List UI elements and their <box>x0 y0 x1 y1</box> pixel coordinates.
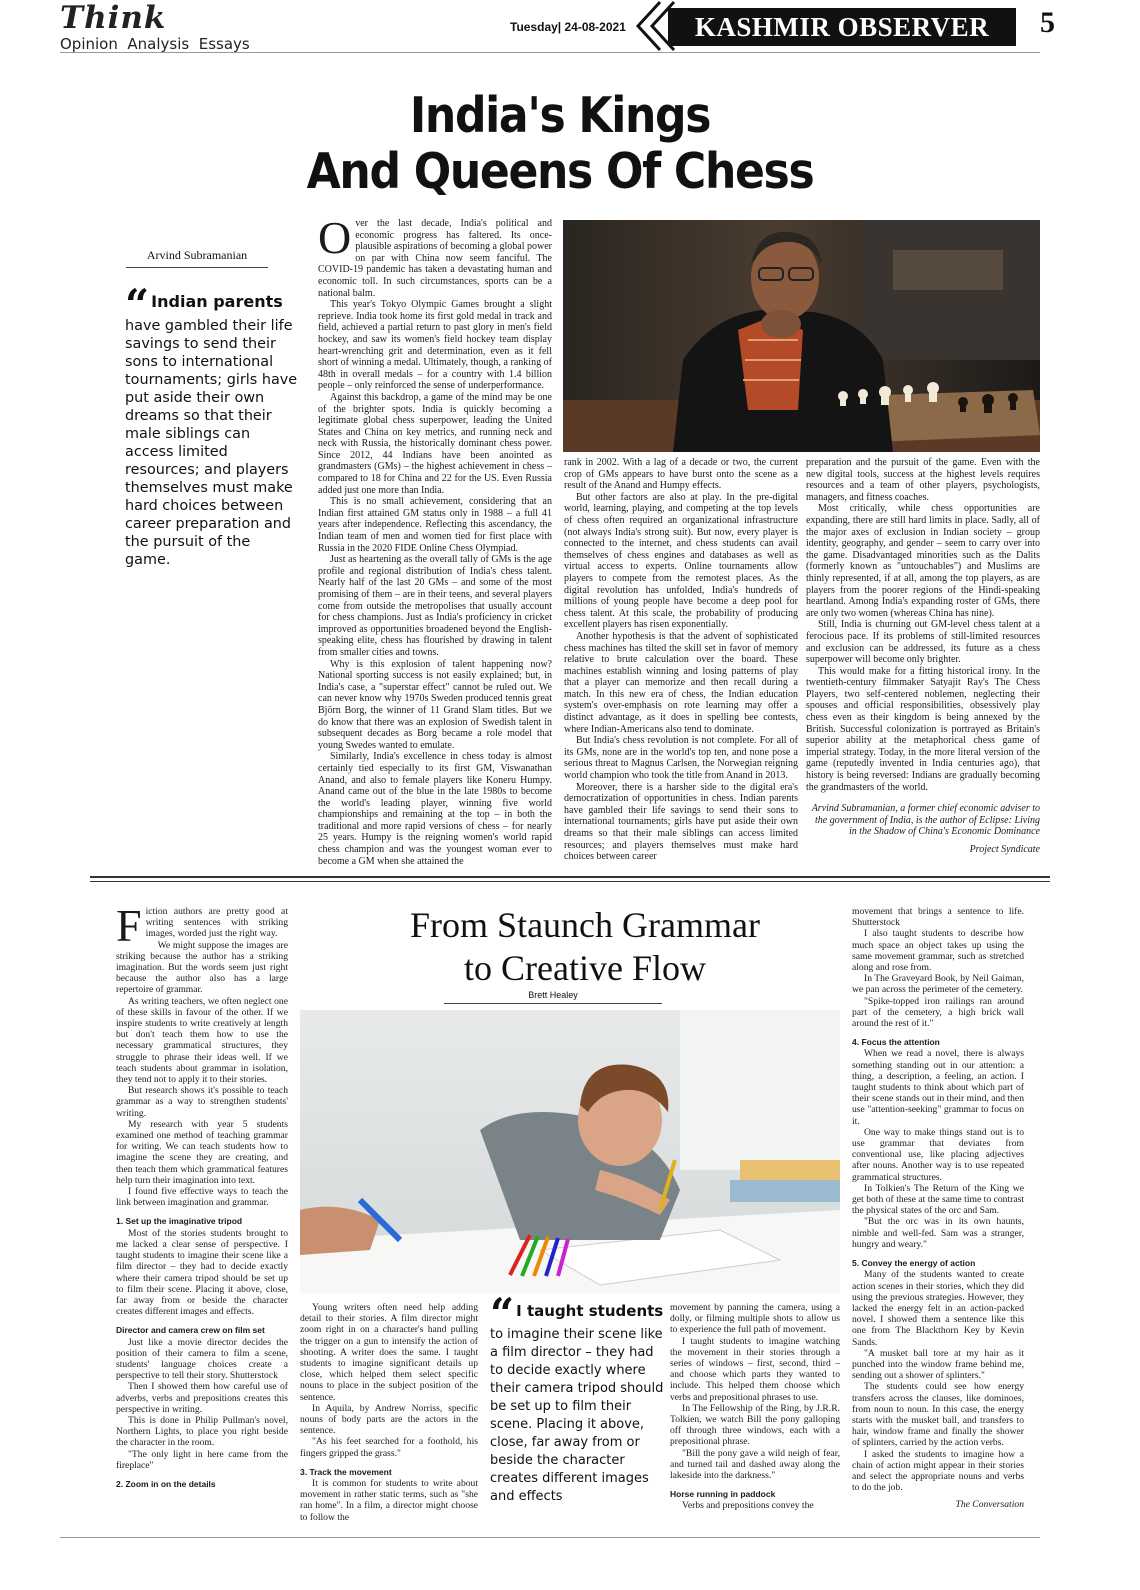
paragraph: We might suppose the images are striking because the author has a striking imagination. But the words seem just right because the author also has a large repertoire of grammar. <box>116 939 288 996</box>
footer-rule <box>60 1537 1040 1538</box>
paragraph: This is no small achievement, considering that an Indian first attained GM status only in 1988 – a full 41 years after independence. Reflecting this ascendancy, the Indian team of men and women tied for first place with Russia in the 2020 FIDE Online Chess Olympiad. <box>318 496 552 554</box>
paragraph: Most of the stories students brought to me lacked a clear sense of perspective. I taught students to imagine their scene like a film director – they had to decide exactly where their camera tripod should be set up to film their scene. Placing it above, close, far away from or beside the character creates different images and effects. <box>116 1227 288 1318</box>
quote-mark-icon: “ <box>490 1289 515 1338</box>
dropcap: F <box>116 906 142 951</box>
paragraph: It is common for students to write about movement in rather static terms, such as "she ran home". In a film, a director might choose to follow the <box>300 1478 478 1523</box>
paragraph: Another hypothesis is that the advent of sophisticated chess machines has tilted the skill set in favor of memory relative to brute calculation over the board. These machines establish winning and losing patterns of play that a player can memorize and then recall during a match. In this new era of chess, the Indian education system's over-emphasis on rote learning may offer a distinct advantage, as it does in spelling bee contests, where Indian-Americans also tend to dominate. <box>564 630 798 735</box>
story2-headline: From Staunch Grammar to Creative Flow <box>410 905 760 988</box>
dropcap: O <box>318 218 352 263</box>
section-divider <box>90 876 1050 878</box>
paragraph: Young writers often need help adding detail to their stories. A film director might zoom right in on a character's hand pulling the trigger on a gun to intensify the action of shooting. A writer does the same. I taught students to imagine significant details up close, which helped them select specific nouns to place in the subject position of the sentence. <box>300 1302 478 1403</box>
story1-column-2 <box>564 457 798 867</box>
paragraph: In Tolkien's The Return of the King we get both of these at the same time to contrast the physical states of the orc and Sam. <box>852 1182 1024 1217</box>
paragraph: Verbs and prepositions convey the <box>682 1500 814 1512</box>
paragraph: As writing teachers, we often neglect one of these skills in favour of the other. If we inspire students to write creatively at length but don't teach them how to use the necessary grammatical structures, they struggle to phrase their ideas well. If we teach students about grammar in isolation, they tend not to apply it to their stories. <box>116 995 288 1086</box>
paragraph: "As his feet searched for a foothold, his fingers gripped the grass." <box>300 1436 478 1459</box>
subheading: 3. Track the movement <box>300 1466 392 1477</box>
paragraph: But research shows it's possible to teach grammar as a way to strengthen students' writing. <box>116 1085 288 1119</box>
paragraph: movement that brings a sentence to life. Shutterstock <box>852 906 1024 929</box>
paragraph: "A musket ball tore at my hair as it punched into the window frame behind me, sending out a shower of splinters." <box>852 1347 1024 1382</box>
story2-byline: Brett Healey <box>444 990 662 1004</box>
page-number: 5 <box>1040 6 1055 39</box>
paragraph: Most critically, while chess opportunities are expanding, there are still hard limits in place. Sadly, all of the major axes of exclusion in Indian society – group identity, geography, and gender – seem to carry over into the game. Disadvantaged minorities such as the Dalits (formerly known as "untouchables") and Muslims are thinly represented, if at all, among the top players, as are players from the poorer regions of the Hindi-speaking heartland. Among India's expanding roster of GMs, there are only two women (whereas China has nine). <box>806 503 1040 619</box>
paragraph: "Spike-topped iron railings ran around part of the cemetery, a high brick wall around the rest of it." <box>852 995 1024 1030</box>
paragraph: Then I showed them how careful use of adverbs, verbs and prepositions creates this perspective in writing. <box>116 1381 288 1415</box>
paragraph: This is done in Philip Pullman's novel, Northern Lights, to place you right beside the character in the room. <box>116 1414 288 1449</box>
paragraph: One way to make things stand out is to use grammar that deviates from conventional use, like placing adjectives after nouns. Another way is to use repeated grammatical structures. <box>852 1126 1024 1183</box>
story1-headline: India's Kings And Queens Of Chess <box>306 87 814 200</box>
paragraph: Still, India is churning out GM-level chess talent at a ferocious pace. If its problems of still-limited resources and exclusion can be addressed, its future as a chess superpower will become only brighter. <box>806 619 1040 666</box>
section-title: Think <box>60 0 167 36</box>
story1-column-1 <box>318 218 552 866</box>
paragraph: Similarly, India's excellence in chess today is almost certainly tied especially to its first GM, Viswanathan Anand, and also to female players like Koneru Humpy. Anand came out of the blue in the late 1980s to become the world's leading player, winning five world championships and remaining at the top – in both the traditional and more rapid versions of chess – for nearly 25 years. Humpy is the reigning women's world rapid chess champion and was the youngest woman ever to become a GM when she attained the <box>318 751 552 866</box>
chess-player-image <box>563 220 1040 452</box>
section-divider-thin <box>90 881 1050 882</box>
paragraph: This year's Tokyo Olympic Games brought a slight reprieve. India took home its first gold medal in track and field, achieved a partial return to past glory in men's field hockey, and saw its women's field hockey team display heart-wrenching grit and determination, even as it fell short of winning a medal. Ultimately, though, a ranking of 48th in overall medals – for a country with 1.4 billion people – only reinforced the sense of underperformance. <box>318 299 552 392</box>
story2-column-c <box>670 1302 840 1534</box>
paragraph: Why is this explosion of talent happening now? National sporting success is not easily explained; but, in India's case, a "superstar effect" cannot be ruled out. We can never know why 1970s Sweden produced tennis great Björn Borg, the winner of 11 Grand Slam titles. But we do know that there was an explosion of Swedish talent in subsequent decades as Borg became a role model that young Swedes wanted to emulate. <box>318 658 552 751</box>
paragraph: In The Graveyard Book, by Neil Gaiman, we pan across the perimeter of the cemetery. <box>852 973 1024 996</box>
paragraph: preparation and the pursuit of the game. Even with the new digital tools, success at the highest levels requires resources and a team of other players, psychologists, managers, and fitness coaches. <box>806 457 1040 503</box>
story2-photo-boy-writing <box>300 1010 840 1293</box>
paragraph: I also taught students to describe how much space an object takes up using the same movement grammar, such as stretched along and rose from. <box>852 928 1024 974</box>
paragraph: This would make for a fitting historical irony. In the twentieth-century filmmaker Satyajit Ray's The Chess Players, two self-centered noblemen, neglecting their spouses and official responsibilities, obsessively play chess even as their kingdom is being annexed by the British. Successful colonization is portrayed as Britain's superior ability at the metaphorical chess game of imperial strategy. Today, in the more literal version of the game (reputedly invented in India centuries ago), that history is being reversed: Indians are gradually becoming the grandmasters of the world. <box>806 665 1040 793</box>
story1-photo-chess-player <box>563 220 1040 452</box>
issue-date: Tuesday| 24-08-2021 <box>510 20 626 34</box>
subheading: 2. Zoom in on the details <box>116 1478 216 1489</box>
image-caption: Director and camera crew on film set <box>116 1325 265 1336</box>
masthead-rule <box>60 52 1040 53</box>
paragraph: Just as heartening as the overall tally of GMs is the age profile and regional distribution of India's chess talent. Nearly half of the last 20 GMs – and some of the most promising of them – are in their teens, and several players come from outside the metropolises that usually account for chess champions. Just as India's proficiency in cricket improved as opportunities broadened beyond the English-speaking elite, chess has flourished by drawing in talent from smaller cities and towns. <box>318 554 552 658</box>
paragraph: I taught students to imagine watching the movement in their stories through a series of windows – first, second, third – and choose which parts they wanted to include. This helped them choose which verbs and prepositional phrases to use. <box>670 1335 840 1403</box>
story1-pullquote: “ Indian parents have gambled their life savings to send their sons to international tournaments; girls have put aside their own dreams so that their male siblings can access limited resources; and players themselves must make hard choices between career preparation and the pursuit of the game. <box>125 280 298 568</box>
paragraph: But India's chess revolution is not complete. For all of its GMs, none are in the world's top ten, and none pose a serious threat to Magnus Carlsen, the Norwegian reigning world champion who took the title from Anand in 2013. <box>564 735 798 782</box>
paragraph: My research with year 5 students examined one method of teaching grammar for writing. We can teach students how to imagine the scene they are creating, and then teach them which grammatical features help turn their imagination into text. <box>116 1118 288 1186</box>
paragraph: "But the orc was in its own haunts, nimble and well-fed. Sam was a stranger, hungry and weary." <box>852 1216 1024 1250</box>
paragraph: I asked the students to imagine how a chain of action might appear in their stories and select the appropriate nouns and verbs to do the job. <box>852 1448 1024 1494</box>
story1-column-3 <box>806 457 1040 867</box>
paragraph: rank in 2002. With a lag of a decade or two, the current crop of GMs appears to have burst onto the scene as a result of the Anand and Humpy effects. <box>564 457 798 492</box>
paragraph: movement by panning the camera, using a dolly, or filming multiple shots to allow us to experience the full path of movement. <box>670 1302 840 1336</box>
subheading: 5. Convey the energy of action <box>852 1258 976 1269</box>
paragraph: "The only light in here came from the fireplace" <box>116 1448 288 1471</box>
paragraph: "Bill the pony gave a wild neigh of fear, and turned tail and dashed away along the lakeside into the darkness." <box>670 1447 840 1482</box>
paragraph: Just like a movie director decides the position of their camera to film a scene, students' language choices create a perspective to tell their story. Shutterstock <box>116 1336 288 1382</box>
boy-writing-image <box>300 1010 840 1293</box>
story2-column-a <box>116 906 288 1534</box>
image-caption: Horse running in paddock <box>670 1489 776 1500</box>
newspaper-name: KASHMIR OBSERVER <box>668 8 1016 46</box>
section-masthead <box>60 0 250 52</box>
story1-byline: Arvind Subramanian <box>126 248 268 268</box>
paragraph: Moreover, there is a harsher side to the digital era's democratization of opportunities in chess. Indian parents have gambled their life savings to send their sons to international tournaments; girls have put aside their own dreams so that their male siblings can access limited resources; and players themselves must make hard choices between career <box>564 781 798 863</box>
author-note: Arvind Subramanian, a former chief economic adviser to the government of India, is the author of Eclipse: Living in the Shadow of China's Economic Dominance <box>811 803 1040 838</box>
paragraph: In Aquila, by Andrew Norriss, specific nouns of body parts are the actors in the sentence. <box>300 1402 478 1437</box>
paragraph: When we read a novel, there is always something standing out in our attention: a thing, a description, a feeling, an action. I taught students to think about which part of their scene stands out in their mind, and then use "attention-seeking" grammar to focus on it. <box>852 1048 1024 1127</box>
story2-column-d <box>852 906 1024 1534</box>
section-subtitle: Opinion Analysis Essays <box>60 35 250 53</box>
paragraph: I found five effective ways to teach the link between imagination and grammar. <box>116 1186 288 1209</box>
story2-pullquote: “ I taught students to imagine their scene like a film director – they had to decide exactly where their camera tripod should be set up to film their scene. Placing it above, close, far away from or beside the character creates different images and effects <box>490 1289 664 1504</box>
paragraph: In The Fellowship of the Ring, by J.R.R. Tolkien, we watch Bill the pony galloping off through three windows, each with a prepositional phrase. <box>670 1402 840 1448</box>
paragraph: The students could see how energy transfers across the clauses, like dominoes, from noun to noun. In this case, the energy starts with the musket ball, and transfers to hair, window frame and finally the shower of splinters, carried by the action verbs. <box>852 1381 1024 1449</box>
subheading: 4. Focus the attention <box>852 1037 940 1048</box>
story2-source: The Conversation <box>955 1499 1024 1511</box>
story1-source: Project Syndicate <box>969 844 1040 855</box>
paragraph: iction authors are pretty good at writing sentences with striking images, worded just the right way. <box>145 906 288 940</box>
story2-column-b <box>300 1302 478 1534</box>
subheading: 1. Set up the imaginative tripod <box>116 1216 243 1227</box>
paragraph: Many of the students wanted to create action scenes in their stories, which they did using the previous strategies. However, they lacked the energy felt in an action-packed novel. I showed them a sentence like this one from The Blackthorn Key by Kevin Sands. <box>852 1269 1024 1348</box>
paragraph: Against this backdrop, a game of the mind may be one of the brighter spots. India is quickly becoming a legitimate global chess superpower, leading the United States and China on key metrics, and running neck and neck with Russia, the historically dominant chess power. Since 2012, 44 Indians have been anointed as grandmasters (GMs) – the highest achievement in chess – compared to 18 for China and 22 for the US. Even Russia added just one more than India. <box>318 391 552 496</box>
quote-mark-icon: “ <box>125 280 150 329</box>
paragraph: ver the last decade, India's political and economic progress has faltered. Its once-plausible aspirations of becoming a global power on par with China now seem fanciful. The COVID-19 pandemic has taken a devastating human and economic toll. In such circumstances, sports can be a national balm. <box>318 218 552 299</box>
paragraph: But other factors are also at play. In the pre-digital world, learning, playing, and competing at the top levels of chess often required an organizational infrastructure (not always India's strong suit). But now, every player is connected to the internet, and chess students can avail themselves of chess engines and databases as well as virtual access to experts. Online tournaments allow players to compete from the remotest places. As the digital revolution has unfolded, India's hundreds of millions of young people have become a deep pool for chess talent. At this scale, the probability of producing excellent players has risen exponentially. <box>564 491 798 631</box>
